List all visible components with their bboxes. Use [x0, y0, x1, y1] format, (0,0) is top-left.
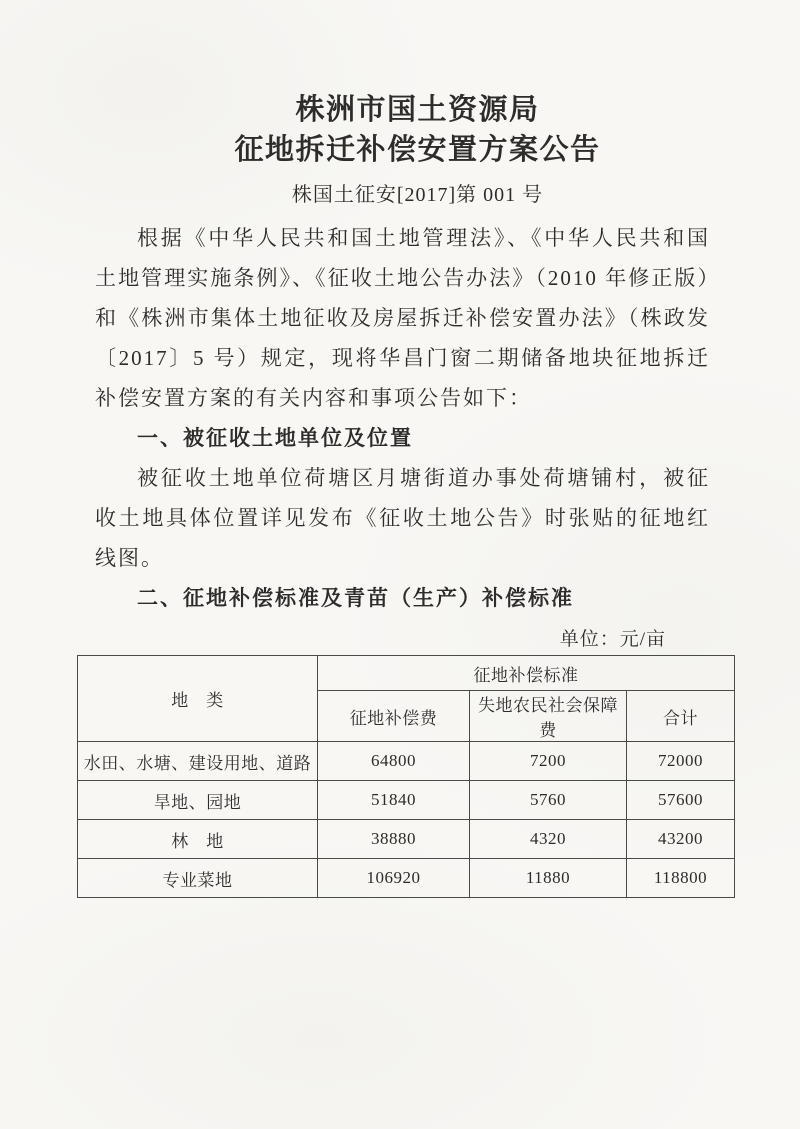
table-row: [78, 742, 735, 781]
header-cell-social-security: 失地农民社会保障费: [470, 691, 627, 742]
header-cell-compensation-standard-group: 征地补偿标准: [318, 656, 735, 691]
section1-paragraph: 被征收土地单位荷塘区月塘街道办事处荷塘铺村，被征收土地具体位置详见发布《征收土地公告》时张贴的征地红线图。: [95, 466, 710, 570]
cell-total: 57600: [627, 781, 735, 820]
table-row: [78, 781, 735, 820]
cell-land-type: 专业菜地: [78, 859, 318, 898]
cell-compensation-fee: 64800: [318, 742, 470, 781]
cell-social-security: 4320: [470, 820, 627, 859]
intro-paragraph: 根据《中华人民共和国土地管理法》、《中华人民共和国土地管理实施条例》、《征收土地公告办法》（2010 年修正版）和《株洲市集体土地征收及房屋拆迁补偿安置办法》（株政发〔2017〕5 号）规定，现将华昌门窗二期储备地块征地拆迁补偿安置方案的有关内容和事项公告如下：: [95, 226, 710, 410]
cell-land-type: 旱地、园地: [78, 781, 318, 820]
cell-compensation-fee: 51840: [318, 781, 470, 820]
cell-compensation-fee: 38880: [318, 820, 470, 859]
cell-total: 72000: [627, 742, 735, 781]
document-title-line2: 征地拆迁补偿安置方案公告: [234, 134, 601, 166]
section1-heading: 一、被征收土地单位及位置: [137, 426, 413, 450]
cell-social-security: 11880: [470, 859, 627, 898]
section2-heading: 二、征地补偿标准及青苗（生产）补偿标准: [137, 586, 574, 610]
header-cell-compensation-fee: 征地补偿费: [318, 691, 470, 742]
header-cell-total: 合计: [627, 691, 735, 742]
cell-social-security: 7200: [470, 742, 627, 781]
document-body: [95, 218, 710, 618]
table-row: [78, 859, 735, 898]
document-header: [105, 0, 730, 208]
document-title-line1: 株洲市国土资源局: [295, 94, 540, 126]
document-number: 株国土征安[2017]第 001 号: [291, 184, 544, 206]
cell-land-type: 水田、水塘、建设用地、道路: [78, 742, 318, 781]
cell-compensation-fee: 106920: [318, 859, 470, 898]
table-row: [78, 820, 735, 859]
compensation-table: [77, 655, 735, 898]
cell-total: 118800: [627, 859, 735, 898]
cell-land-type: 林 地: [78, 820, 318, 859]
table-header-row-1: [78, 656, 735, 691]
cell-social-security: 5760: [470, 781, 627, 820]
table-unit-label: 单位：元/亩: [559, 629, 666, 650]
cell-total: 43200: [627, 820, 735, 859]
header-cell-land-type: 地 类: [78, 656, 318, 742]
